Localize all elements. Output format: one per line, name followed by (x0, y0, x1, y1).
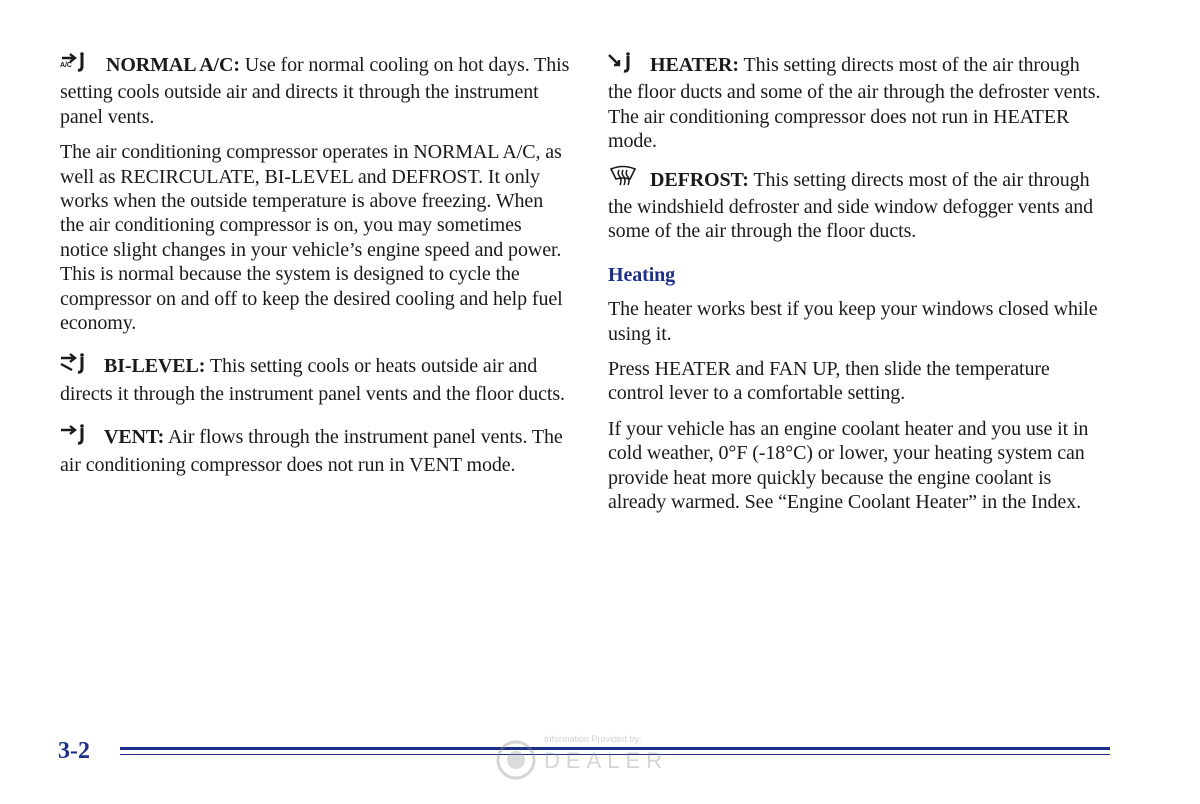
defrost-text: This setting directs most of the air through the windshield defroster and side window defogger vents and some of the air through the floor ducts. (608, 168, 1094, 243)
normal-ac-paragraph (60, 52, 570, 129)
bi-level-paragraph (60, 353, 570, 406)
watermark (494, 730, 694, 780)
heating-paragraph-2: Press HEATER and FAN UP, then slide the temperature control lever to a comfortable setting. (608, 358, 1050, 405)
heating-paragraph-1: The heater works best if you keep your windows closed while using it. (608, 298, 1098, 345)
svg-text:DEALER: DEALER (544, 748, 669, 773)
defrost-mode-icon (608, 165, 638, 195)
normal-ac-term: NORMAL A/C: (106, 54, 240, 76)
vent-paragraph (60, 424, 570, 477)
bi-level-text: This setting cools or heats outside air and directs it through the instrument panel vents and the floor ducts. (60, 355, 565, 405)
vent-mode-icon (60, 424, 92, 452)
heater-text: This setting directs most of the air through the floor ducts and some of the air through the defroster vents. The air conditioning compressor does not run in HEATER mode. (608, 54, 1101, 153)
svg-text:A/C: A/C (60, 62, 72, 69)
heating-paragraph-3: If your vehicle has an engine coolant heater and you use it in cold weather, 0°F (-18°C) or lower, your heating system can provide heat more quickly because the engine coolant is already warmed. See “Engine Coolant Heater” in the Index. (608, 417, 1089, 514)
defrost-paragraph (608, 165, 1108, 244)
heater-paragraph (608, 52, 1108, 154)
vent-term: VENT: (104, 426, 165, 449)
heater-term: HEATER: (650, 54, 739, 76)
bi-level-mode-icon (60, 353, 92, 381)
watermark-caption: Information Provided by: (544, 734, 642, 744)
page-number: 3-2 (58, 738, 90, 764)
heater-mode-icon (608, 52, 638, 80)
vent-text: Air flows through the instrument panel vents. The air conditioning compressor does not run in VENT mode. (60, 426, 563, 476)
heating-heading: Heating (608, 263, 676, 286)
compressor-paragraph: The air conditioning compressor operates in NORMAL A/C, as well as RECIRCULATE, BI-LEVEL and DEFROST. It only works when the outside temperature is above freezing. When the air conditioning compressor is on, you may sometimes notice slight changes in your vehicle’s engine speed and power. This is normal because the system is designed to cycle the compressor on and off to keep the desired cooling and help fuel economy. (60, 141, 563, 335)
left-column (60, 52, 570, 488)
normal-ac-text: Use for normal cooling on hot days. This setting cools outside air and directs it through the instrument panel vents. (60, 54, 570, 128)
right-column (608, 52, 1108, 526)
ac-mode-icon (60, 52, 94, 80)
defrost-term: DEFROST: (650, 168, 749, 191)
bi-level-term: BI-LEVEL: (104, 355, 206, 378)
watermark-logo-icon (494, 740, 694, 785)
